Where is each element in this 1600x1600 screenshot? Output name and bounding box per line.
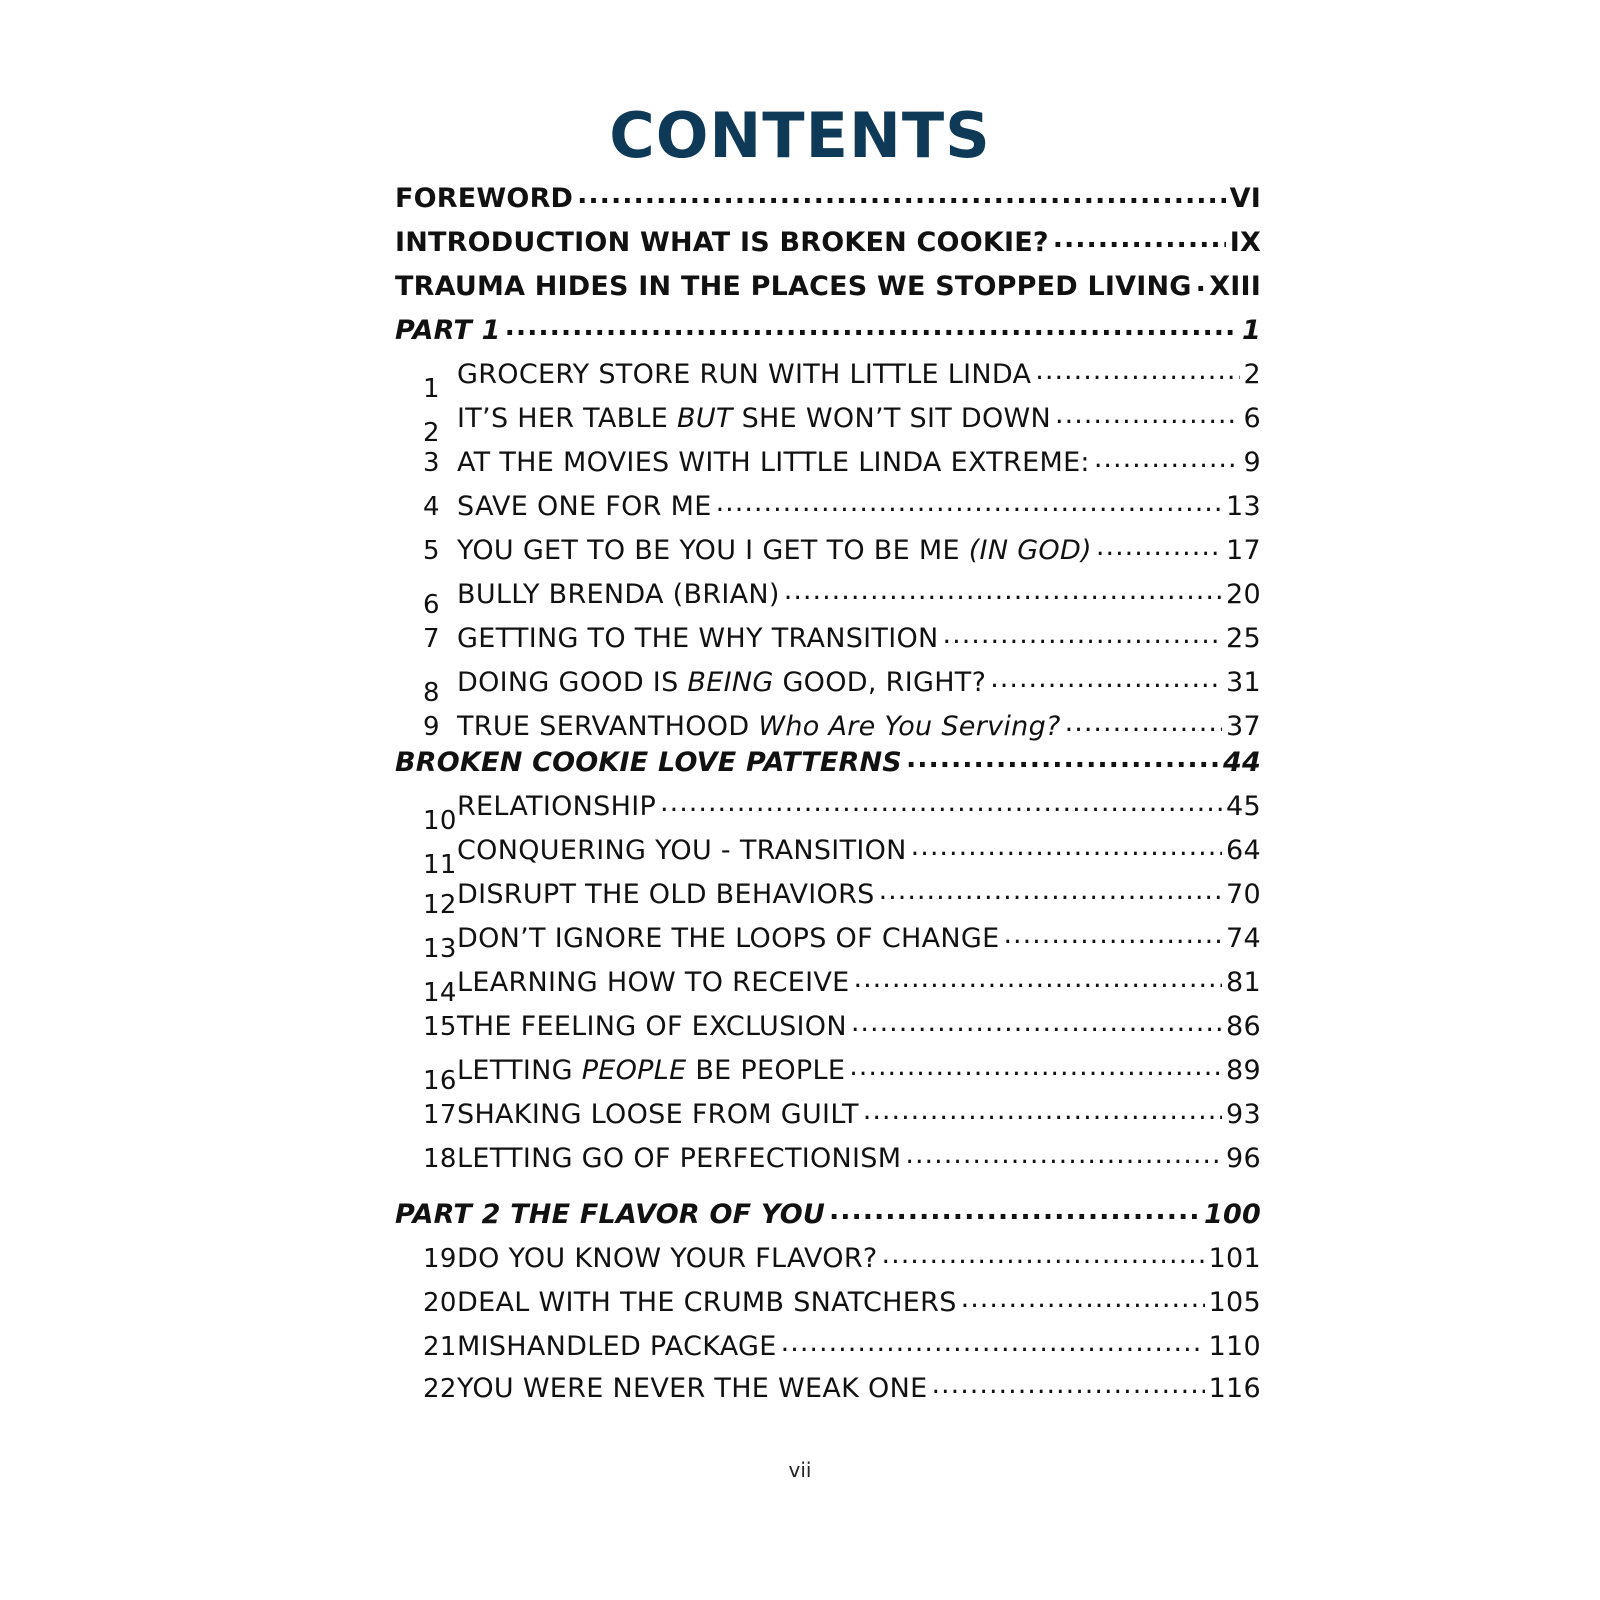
entry-page-number: 110 <box>1208 1331 1261 1362</box>
chapter-number: 18 <box>423 1144 457 1174</box>
entry-title: DEAL WITH THE CRUMB SNATCHERS <box>457 1287 957 1318</box>
dot-leader <box>1196 264 1206 302</box>
dot-leader <box>716 484 1222 522</box>
dot-leader <box>851 1004 1222 1042</box>
chapter-number: 1 <box>423 374 440 404</box>
chapter-number: 20 <box>423 1288 457 1318</box>
dot-leader <box>1094 440 1240 478</box>
entry-title-emphasis: BUT <box>677 403 733 434</box>
entry-page-number: 6 <box>1243 403 1261 434</box>
entry-title-part: IT’S HER TABLE <box>457 403 678 434</box>
dot-leader <box>906 740 1219 778</box>
dot-leader <box>781 1324 1205 1362</box>
dot-leader <box>961 1280 1205 1318</box>
entry-title-part: DOING GOOD IS <box>457 667 688 698</box>
entry-title: LETTING GO OF PERFECTIONISM <box>457 1143 902 1174</box>
entry-page-number: 2 <box>1243 359 1261 390</box>
toc-chapter-entry[interactable] <box>395 1324 1261 1362</box>
entry-page-number: 89 <box>1226 1055 1261 1086</box>
entry-title: RELATIONSHIP <box>457 791 657 822</box>
entry-page-number: VI <box>1229 183 1261 214</box>
entry-page-number: 1 <box>1242 315 1261 346</box>
chapter-number: 14 <box>423 978 457 1008</box>
toc-chapter-entry[interactable] <box>395 396 1261 448</box>
toc-chapter-entry[interactable] <box>395 1048 1261 1096</box>
toc-chapter-entry[interactable] <box>395 352 1261 404</box>
chapter-number: 17 <box>423 1100 457 1130</box>
entry-page-number: 64 <box>1226 835 1261 866</box>
entry-page-number: 25 <box>1226 623 1261 654</box>
chapter-number: 9 <box>423 712 440 742</box>
entry-title: DON’T IGNORE THE LOOPS OF CHANGE <box>457 923 1000 954</box>
chapter-number: 12 <box>423 890 457 920</box>
entry-page-number: 116 <box>1208 1373 1261 1404</box>
entry-page-number: XIII <box>1209 271 1261 302</box>
dot-leader <box>829 1192 1200 1230</box>
entry-title-emphasis: BEING <box>687 667 774 698</box>
toc-chapter-entry[interactable] <box>395 440 1261 478</box>
toc-section-entry[interactable] <box>395 308 1261 346</box>
toc-chapter-entry[interactable] <box>395 572 1261 620</box>
entry-title: DO YOU KNOW YOUR FLAVOR? <box>457 1243 878 1274</box>
toc-section-entry[interactable] <box>395 1192 1261 1230</box>
toc-section-entry[interactable] <box>395 740 1261 778</box>
dot-leader <box>660 784 1222 822</box>
toc-chapter-entry[interactable] <box>395 704 1261 742</box>
chapter-number: 22 <box>423 1374 457 1404</box>
toc-chapter-entry[interactable] <box>395 1280 1261 1318</box>
entry-title-part: BE PEOPLE <box>686 1055 846 1086</box>
toc-chapter-entry[interactable] <box>395 528 1261 566</box>
entry-page-number: IX <box>1229 227 1261 258</box>
dot-leader <box>784 572 1222 610</box>
entry-title: SAVE ONE FOR ME <box>457 491 712 522</box>
chapter-number: 21 <box>423 1332 457 1362</box>
dot-leader <box>863 1092 1222 1130</box>
toc-chapter-entry[interactable] <box>395 1092 1261 1130</box>
toc-chapter-entry[interactable] <box>395 660 1261 708</box>
chapter-number: 8 <box>423 678 440 708</box>
entry-title: PART 2 THE FLAVOR OF YOU <box>395 1199 825 1230</box>
chapter-number: 19 <box>423 1244 457 1274</box>
entry-title-emphasis: (IN GOD) <box>968 535 1092 566</box>
entry-page-number: 86 <box>1226 1011 1261 1042</box>
entry-title-emphasis: Who Are You Serving? <box>758 711 1061 742</box>
dot-leader <box>853 960 1222 998</box>
entry-title: SHAKING LOOSE FROM GUILT <box>457 1099 859 1130</box>
toc-chapter-entry[interactable] <box>395 1236 1261 1274</box>
toc-section-entry[interactable] <box>395 176 1261 214</box>
dot-leader <box>990 660 1222 698</box>
table-of-contents <box>395 0 1261 1600</box>
dot-leader <box>1003 916 1222 954</box>
entry-page-number: 20 <box>1226 579 1261 610</box>
entry-title: FOREWORD <box>395 183 574 214</box>
entry-title: GETTING TO THE WHY TRANSITION <box>457 623 939 654</box>
chapter-number: 7 <box>423 624 440 654</box>
chapter-number: 13 <box>423 934 457 964</box>
dot-leader <box>911 828 1222 866</box>
entry-title <box>457 535 1092 566</box>
toc-chapter-entry[interactable] <box>395 916 1261 964</box>
toc-chapter-entry[interactable] <box>395 872 1261 920</box>
dot-leader <box>879 872 1222 910</box>
entry-title-part: TRUE SERVANTHOOD <box>457 711 759 742</box>
chapter-number: 2 <box>423 418 440 448</box>
entry-title <box>457 711 1061 742</box>
entry-title-part: GOOD, RIGHT? <box>773 667 987 698</box>
entry-page-number: 101 <box>1208 1243 1261 1274</box>
dot-leader <box>882 1236 1205 1274</box>
entry-page-number: 31 <box>1226 667 1261 698</box>
dot-leader <box>943 616 1223 654</box>
entry-title: LEARNING HOW TO RECEIVE <box>457 967 850 998</box>
dot-leader <box>931 1366 1204 1404</box>
entry-page-number: 45 <box>1226 791 1261 822</box>
entry-title: MISHANDLED PACKAGE <box>457 1331 777 1362</box>
dot-leader <box>1055 396 1239 434</box>
entry-title-part: LETTING <box>457 1055 582 1086</box>
dot-leader <box>1065 704 1222 742</box>
entry-title-part: YOU GET TO BE YOU I GET TO BE ME <box>457 535 969 566</box>
page-title: CONTENTS <box>609 99 991 172</box>
toc-chapter-entry[interactable] <box>395 1136 1261 1174</box>
entry-page-number: 105 <box>1208 1287 1261 1318</box>
dot-leader <box>1096 528 1222 566</box>
chapter-number: 3 <box>423 448 440 478</box>
toc-chapter-entry[interactable] <box>395 616 1261 654</box>
dot-leader <box>577 176 1225 214</box>
entry-title: AT THE MOVIES WITH LITTLE LINDA EXTREME: <box>457 447 1090 478</box>
chapter-number: 10 <box>423 806 457 836</box>
toc-section-entry[interactable] <box>395 220 1261 258</box>
entry-title <box>457 667 986 698</box>
entry-page-number: 13 <box>1226 491 1261 522</box>
entry-title: BROKEN COOKIE LOVE PATTERNS <box>395 747 902 778</box>
entry-page-number: 74 <box>1226 923 1261 954</box>
entry-title: THE FEELING OF EXCLUSION <box>457 1011 847 1042</box>
dot-leader <box>1053 220 1226 258</box>
entry-page-number: 70 <box>1226 879 1261 910</box>
toc-chapter-entry[interactable] <box>395 784 1261 836</box>
page-number: vii <box>788 1458 812 1482</box>
dot-leader <box>1035 352 1239 390</box>
entry-page-number: 9 <box>1243 447 1261 478</box>
entry-page-number: 17 <box>1226 535 1261 566</box>
chapter-number: 11 <box>423 850 457 880</box>
entry-page-number: 81 <box>1226 967 1261 998</box>
entry-page-number: 44 <box>1223 747 1261 778</box>
entry-title: CONQUERING YOU - TRANSITION <box>457 835 907 866</box>
entry-title: INTRODUCTION WHAT IS BROKEN COOKIE? <box>395 227 1049 258</box>
chapter-number: 5 <box>423 536 440 566</box>
chapter-number: 16 <box>423 1066 457 1096</box>
chapter-number: 15 <box>423 1012 457 1042</box>
entry-page-number: 93 <box>1226 1099 1261 1130</box>
toc-chapter-entry[interactable] <box>395 484 1261 522</box>
dot-leader <box>905 1136 1222 1174</box>
toc-section-entry[interactable] <box>395 264 1261 302</box>
dot-leader <box>505 308 1238 346</box>
chapter-number: 6 <box>423 590 440 620</box>
entry-title: DISRUPT THE OLD BEHAVIORS <box>457 879 875 910</box>
entry-title: YOU WERE NEVER THE WEAK ONE <box>457 1373 928 1404</box>
entry-title <box>457 403 1051 434</box>
chapter-number: 4 <box>423 492 440 522</box>
toc-chapter-entry[interactable] <box>395 960 1261 1008</box>
entry-title: PART 1 <box>395 315 501 346</box>
entry-title: BULLY BRENDA (BRIAN) <box>457 579 780 610</box>
entry-title-emphasis: PEOPLE <box>581 1055 687 1086</box>
entry-page-number: 37 <box>1226 711 1261 742</box>
dot-leader <box>849 1048 1222 1086</box>
entry-title: TRAUMA HIDES IN THE PLACES WE STOPPED LIVING <box>395 271 1192 302</box>
entry-title <box>457 1055 845 1086</box>
entry-title-part: SHE WON’T SIT DOWN <box>732 403 1052 434</box>
toc-chapter-entry[interactable] <box>395 1004 1261 1042</box>
entry-page-number: 96 <box>1226 1143 1261 1174</box>
toc-chapter-entry[interactable] <box>395 1366 1261 1404</box>
toc-chapter-entry[interactable] <box>395 828 1261 880</box>
entry-page-number: 100 <box>1204 1199 1261 1230</box>
entry-title: GROCERY STORE RUN WITH LITTLE LINDA <box>457 359 1032 390</box>
